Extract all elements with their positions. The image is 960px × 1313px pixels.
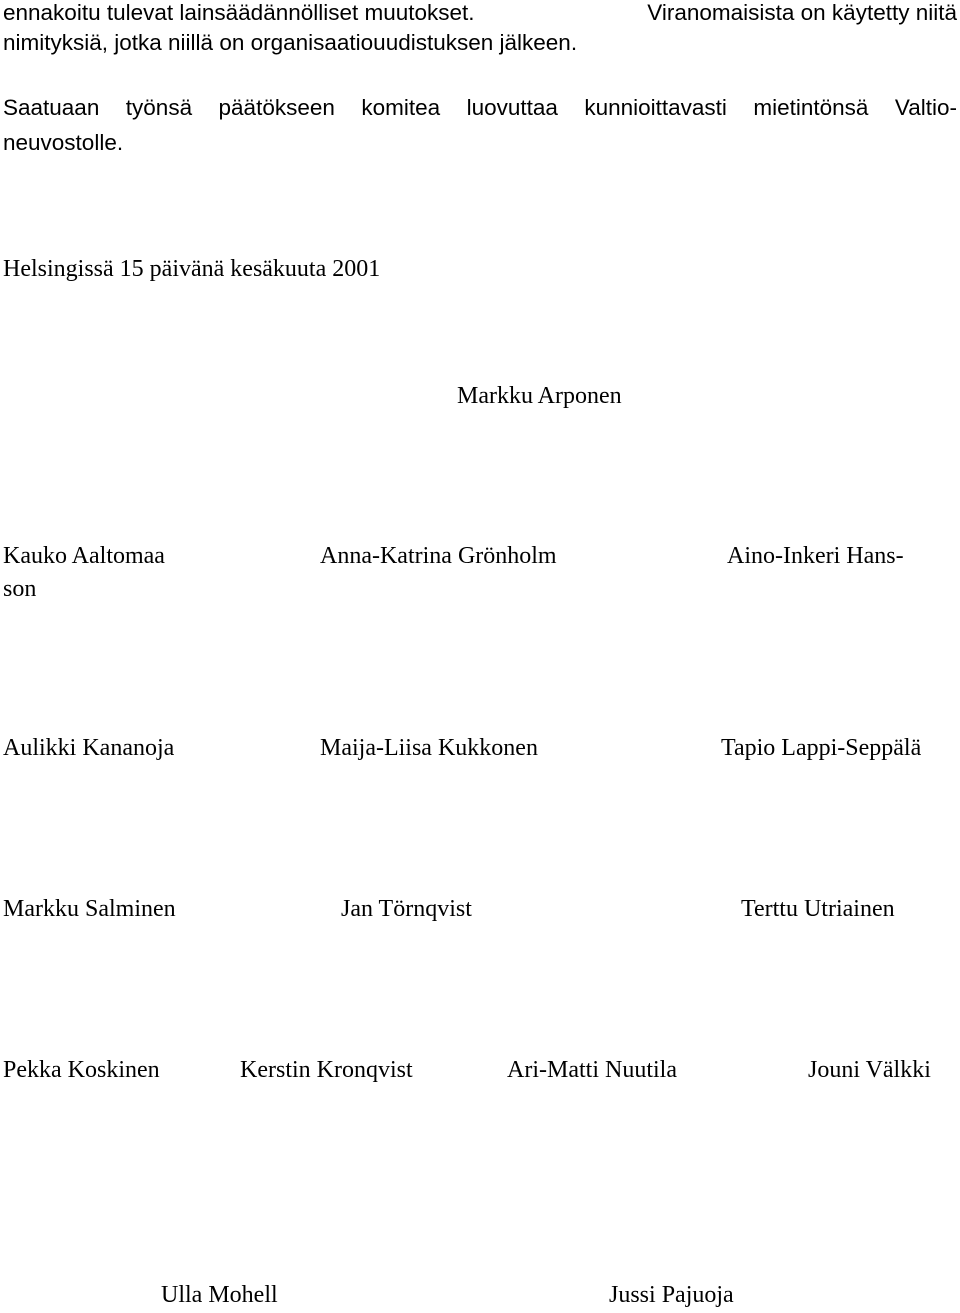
member-name: Maija-Liisa Kukkonen <box>320 735 538 761</box>
member-name: Pekka Koskinen <box>3 1057 160 1083</box>
member-name: Anna-Katrina Grönholm <box>320 543 557 569</box>
member-name: Aino-Inkeri Hans- <box>727 543 904 569</box>
member-name: Tapio Lappi-Seppälä <box>721 735 922 761</box>
place-date: Helsingissä 15 päivänä kesäkuuta 2001 <box>3 256 381 282</box>
member-name: Markku Salminen <box>3 896 176 922</box>
member-name: Jan Törnqvist <box>341 896 472 922</box>
secretary-name: Ulla Mohell <box>161 1282 278 1308</box>
member-name: Ari-Matti Nuutila <box>507 1057 677 1083</box>
closing-paragraph-line-2: neuvostolle. <box>3 130 124 155</box>
member-name: Kauko Aaltomaa <box>3 543 165 569</box>
intro-line-1-right: Viranomaisista on käytetty niitä <box>647 0 957 25</box>
member-name: Kerstin Kronqvist <box>240 1057 413 1083</box>
intro-line-2: nimityksiä, jotka niillä on organisaatiouudistuksen jälkeen. <box>3 30 578 55</box>
intro-line-1-left: ennakoitu tulevat lainsäädännölliset muutokset. <box>3 0 475 25</box>
member-name-wrap: son <box>3 576 37 602</box>
member-name: Jouni Välkki <box>808 1057 931 1083</box>
member-name: Aulikki Kananoja <box>3 735 175 761</box>
member-name: Terttu Utriainen <box>741 896 895 922</box>
chair-signature-name: Markku Arponen <box>457 383 622 409</box>
secretary-name: Jussi Pajuoja <box>609 1282 734 1308</box>
closing-paragraph-line-1: Saatuaan työnsä päätökseen komitea luovuttaa kunnioittavasti mietintönsä Valtio- <box>3 95 957 120</box>
